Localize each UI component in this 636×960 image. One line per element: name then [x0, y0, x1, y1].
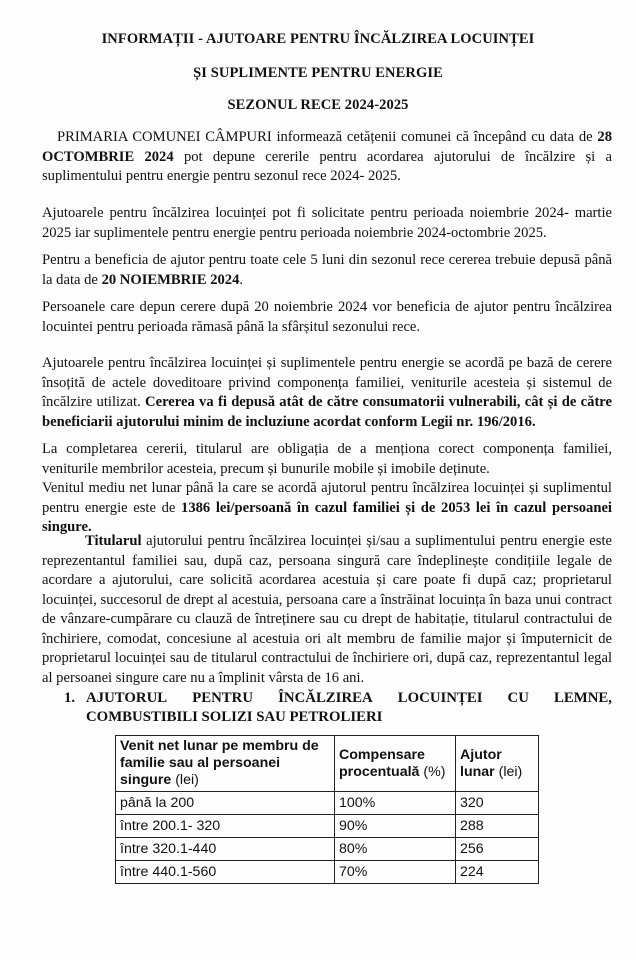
paragraph-periods: Ajutoarele pentru încălzirea locuinței pot fi solicitate pentru perioada noiembrie 2024- martie 2025 iar suplimentele pentru energie pentru perioada noiembrie 2024-octombrie 2025. [42, 205, 612, 241]
deadline-text-end: . [239, 271, 244, 288]
aid-cell: 256 [456, 838, 539, 861]
compensation-cell: 90% [335, 815, 456, 838]
compensation-cell: 70% [335, 861, 456, 884]
table-header-row [116, 736, 539, 792]
aid-cell: 320 [456, 792, 539, 815]
heading-word: LOCUINȚEI [397, 690, 483, 706]
header-compensation: Compensare procentuală (%) [335, 736, 456, 792]
income-range-cell: între 440.1-560 [116, 861, 335, 884]
income-text: Venitul mediu net lunar până la care se acordă ajutorul pentru încălzirea locuinței și suplimentul pentru energie este de [42, 480, 612, 516]
documents-text: Ajutoarele pentru încălzirea locuinței și suplimentele pentru energie se acordă pe bază de cerere însoțită de actele doveditoare privind componența familiei, veniturile acesteia și sistemul de încălzire utilizat. [42, 355, 612, 410]
income-range-cell: între 200.1- 320 [116, 815, 335, 838]
table-row [116, 861, 539, 884]
paragraph-late-applications: Persoanele care depun cerere după 20 noiembrie 2024 vor beneficia de ajutor pentru încălzirea locuintei pentru perioada rămasă până la sfârșitul sezonului rece. [42, 299, 612, 335]
title-line-1: INFORMAȚII - AJUTOARE PENTRU ÎNCĂLZIREA LOCUINȚEI [101, 31, 535, 47]
income-limit-values: 1386 lei/persoană în cazul familiei și de 2053 lei în cazul persoanei singure. [42, 499, 612, 535]
heading-word: ÎNCĂLZIREA [278, 690, 373, 706]
heading-word: LEMNE, [554, 690, 612, 706]
title-line-2: ȘI SUPLIMENTE PENTRU ENERGIE [193, 65, 443, 81]
compensation-cell: 100% [335, 792, 456, 815]
paragraph-intro [42, 128, 612, 187]
table-row [116, 792, 539, 815]
paragraph-documents [42, 354, 612, 432]
paragraph-deadline [42, 251, 612, 290]
section-number: 1. [64, 690, 76, 706]
intro-text-end: pot depune cererile pentru acordarea ajutorului de încălzire și a suplimentului pentru energie pentru sezonul rece 2024- 2025. [42, 148, 612, 184]
heading-word: CU [507, 690, 529, 706]
holder-term: Titularul [85, 533, 142, 549]
holder-text: ajutorului pentru încălzirea locuinței și/sau a suplimentului pentru energie este reprezentantul familiei sau, după caz, persoana singură care îndeplinește condițiile legale de acordare a ajutorului, care solicită acordarea acestuia și care poate fi după caz; proprietarul locuinței, succesorul de drept al acestuia, persoana care a înstrăinat locuința în baza unui contract de vânzare-cumpărare cu clauză de întreținere sau cu drept de habitație, titularul contractului de închiriere, comodat, concesiune al acestuia ori alt membru de familie major și împuternicit de proprietarul locuinței sau de titularul contractului de închiriere ori, după caz, reprezentantul legal al persoanei singure care nu a împlinit vârsta de 16 ani. [42, 533, 612, 686]
header-monthly-aid: Ajutor lunar (lei) [456, 736, 539, 792]
intro-text: PRIMARIA COMUNEI CÂMPURI informează cetățenii comunei că începând cu data de [57, 129, 598, 145]
paragraph-income-limit [42, 479, 612, 538]
section-heading-line-2: COMBUSTIBILI SOLIZI SAU PETROLIERI [86, 709, 383, 725]
paragraph-obligations: La completarea cererii, titularul are obligația de a menționa corect componența familiei, veniturile membrilor acesteia, precum și bunurile mobile și imobile deținute. [42, 441, 612, 477]
compensation-table [115, 735, 539, 884]
deadline-date: 20 NOIEMBRIE 2024 [101, 271, 240, 288]
title-line-3: SEZONUL RECE 2024-2025 [227, 97, 409, 113]
income-range-cell: până la 200 [116, 792, 335, 815]
paragraph-holder [42, 532, 612, 688]
heading-word: AJUTORUL [86, 690, 168, 706]
heading-word: PENTRU [192, 690, 254, 706]
header-income: Venit net lunar pe membru de familie sau al persoanei singure (lei) [116, 736, 335, 792]
deadline-text: Pentru a beneficia de ajutor pentru toate cele 5 luni din sezonul rece cererea trebuie depusă până la data de [42, 252, 612, 288]
compensation-cell: 80% [335, 838, 456, 861]
table-row [116, 815, 539, 838]
section-heading-line-1 [86, 689, 612, 708]
aid-cell: 288 [456, 815, 539, 838]
income-range-cell: între 320.1-440 [116, 838, 335, 861]
documents-bold-text: Cererea va fi depusă atât de către consumatorii vulnerabili, cât și de către beneficiarii ajutorului minim de incluziune acordat conform Legii nr. 196/2016. [42, 394, 612, 430]
start-date: 28 OCTOMBRIE 2024 [42, 129, 612, 165]
table-row [116, 838, 539, 861]
aid-cell: 224 [456, 861, 539, 884]
